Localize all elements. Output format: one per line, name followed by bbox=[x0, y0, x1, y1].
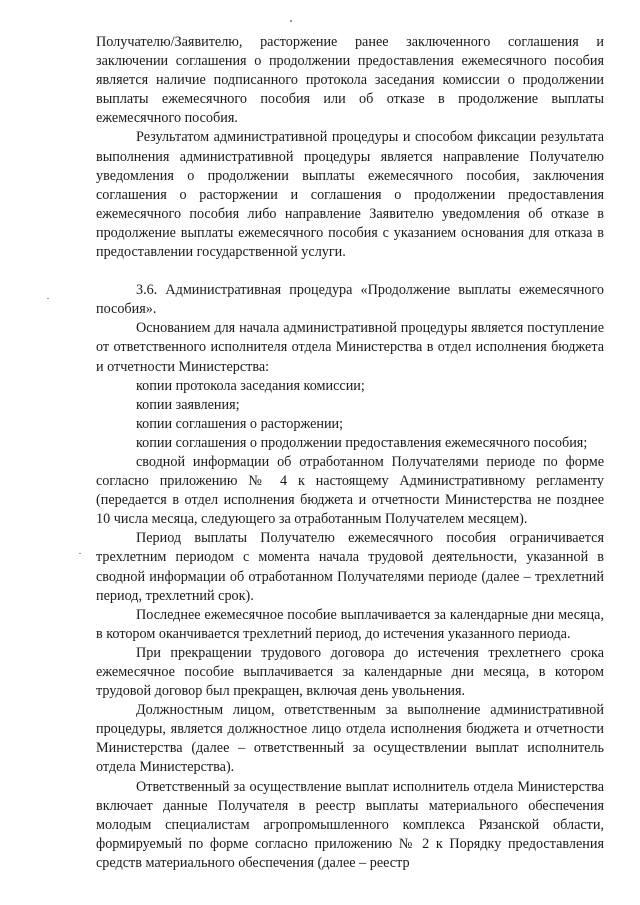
section-heading-3-6: 3.6. Административная процедура «Продолжение выплаты ежемесячного пособия». bbox=[96, 282, 604, 318]
paragraph-termination: При прекращении трудового договора до истечения трехлетнего срока ежемесячное пособие выплачивается за календарные дни месяца, в котором трудовой договор был прекращен, включая день увольнения. bbox=[96, 644, 604, 700]
paragraph-register: Ответственный за осуществление выплат исполнитель отдела Министерства включает данные Получателя в реестр выплаты материального обеспечения молодым специалистам агропромышленного комплекса Рязанской области, формируемый по форме согласно приложению № 2 к Порядку предоставления средств материального обеспечения (далее – реестр bbox=[96, 778, 604, 871]
list-item: копии заявления; bbox=[136, 396, 240, 413]
paragraph-result: Результатом административной процедуры и способом фиксации результата выполнения административной процедуры является направление Получателю уведомления о продолжении выплаты ежемесячного пособия, заключения соглашения о расторжении и соглашения о продолжении предоставления ежемесячного пособия либо направление Заявителю уведомления об отказе в продолжение выплаты ежемесячного пособия с указанием основания для отказа в предоставлении государственной услуги. bbox=[96, 129, 604, 261]
paragraph-last-payment: Последнее ежемесячное пособие выплачивается за календарные дни месяца, в котором оканчивается трехлетний период, до истечения указанного периода. bbox=[96, 606, 604, 642]
paragraph-continuation: Получателю/Заявителю, расторжение ранее заключенного соглашения и заключении соглашения о продолжении предоставления ежемесячного пособия является наличие подписанного протокола заседания комиссии о продолжении выплаты ежемесячного пособия или об отказе в продолжение выплаты ежемесячного пособия. bbox=[96, 34, 604, 127]
paragraph-payment-period: Период выплаты Получателю ежемесячного пособия ограничивается трехлетним периодом с момента начала трудовой деятельности, указанной в сводной информации об отработанном Получателями периоде (далее – трехлетний период, трехлетний срок). bbox=[96, 530, 604, 604]
paragraph-responsible-official: Должностным лицом, ответственным за выполнение административной процедуры, является должностное лицо отдела исполнения бюджета и отчетности Министерства (далее – ответственный за осуществлении выплат исполнитель отдела Министерства). bbox=[96, 702, 604, 776]
scan-dot bbox=[79, 553, 81, 554]
list-item: копии протокола заседания комиссии; bbox=[136, 377, 365, 394]
scan-dot bbox=[47, 298, 49, 299]
document-body bbox=[96, 33, 604, 873]
list-item: сводной информации об отработанном Получателями периоде по форме согласно приложению № 4 к настоящему Административному регламенту (передается в отдел исполнения бюджета и отчетности Министерства не позднее 10 числа месяца, следующего за отработанным Получателем месяцем). bbox=[96, 453, 604, 528]
paragraph-grounds: Основанием для начала административной процедуры является поступление от ответственного исполнителя отдела Министерства в отдел исполнения бюджета и отчетности Министерства: bbox=[96, 320, 604, 375]
scan-dot bbox=[290, 20, 292, 22]
list-item: копии соглашения о расторжении; bbox=[136, 415, 344, 432]
list-item: копии соглашения о продолжении предоставления ежемесячного пособия; bbox=[136, 434, 588, 451]
